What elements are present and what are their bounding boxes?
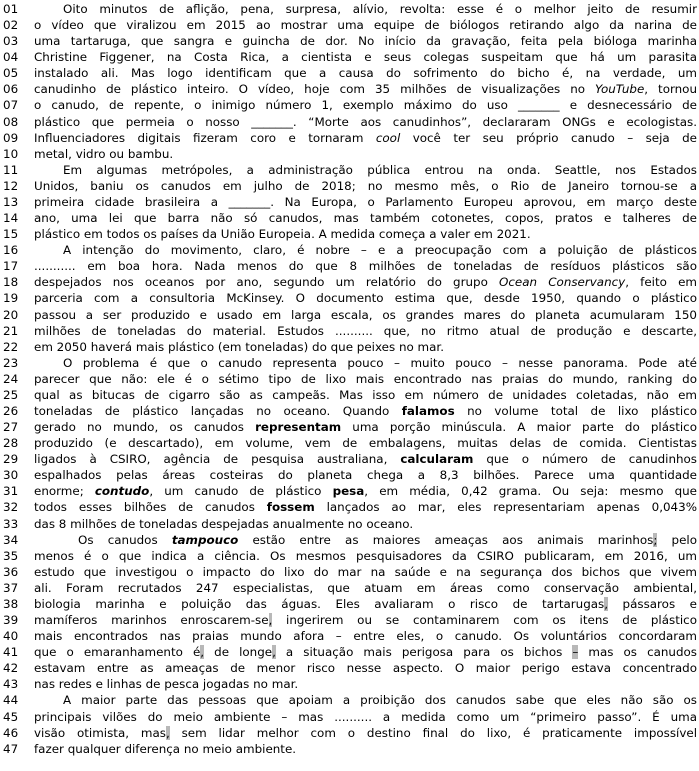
line-text (34, 419, 697, 435)
text-segment: mais encontrados nas praias mundo afora – entre eles, o canudo. Os voluntários concordaram (34, 629, 697, 644)
line-number: 16 (3, 243, 19, 258)
text-line (0, 290, 699, 306)
line-text (34, 435, 697, 451)
line-number: 38 (3, 596, 19, 611)
text-segment: que o número de canudinhos (473, 452, 697, 467)
text-segment: fazer qualquer diferença no meio ambiente. (34, 741, 297, 756)
text-segment: das 8 milhões de toneladas despejadas anualmente no oceano. (34, 516, 414, 531)
line-number: 14 (3, 211, 19, 226)
text-segment: Unidos, baniu os canudos em julho de 2018; no mesmo mês, o Rio de Janeiro tornou-se a (34, 178, 697, 193)
emphasized-word: YouTube (595, 82, 645, 97)
text-segment: pelo (657, 532, 697, 547)
text-line (0, 323, 699, 339)
line-text (34, 323, 697, 339)
text-line (0, 596, 699, 612)
text-line (0, 419, 699, 435)
text-line (0, 387, 699, 403)
text-line (0, 692, 699, 708)
line-text (34, 612, 697, 628)
text-line (0, 162, 699, 178)
line-number: 35 (3, 548, 19, 563)
text-segment: uma porção minúscula. A maior parte do plástico (341, 420, 697, 435)
emphasized-word: calcularam (400, 452, 474, 467)
line-number: 28 (3, 436, 19, 451)
line-number: 09 (3, 130, 19, 145)
text-line (0, 644, 699, 660)
text-segment: lançados ao mar, eles representariam apenas 0,043% (314, 500, 697, 515)
highlighted-punctuation: ; (653, 532, 658, 547)
line-text (34, 339, 697, 355)
line-number: 37 (3, 580, 19, 595)
line-number: 13 (3, 194, 19, 209)
text-line (0, 226, 699, 242)
text-segment: , feito em (625, 275, 697, 290)
text-line (0, 1, 699, 17)
line-text (34, 307, 697, 323)
text-segment: todos esses bilhões de canudos (34, 500, 267, 515)
highlighted-punctuation: , (165, 725, 170, 740)
text-segment: ali. Foram recrutados 247 especialistas, que atuam em áreas como conservação ambiental, (34, 580, 697, 595)
line-number: 21 (3, 323, 19, 338)
line-number: 17 (3, 259, 19, 274)
line-number: 01 (3, 2, 19, 16)
text-line (0, 81, 699, 97)
line-number: 03 (3, 34, 19, 49)
line-text (34, 97, 697, 113)
line-number: 04 (3, 50, 19, 65)
text-segment: mamíferos marinhos enroscarem-se (34, 613, 269, 628)
text-segment: parecer que não: ele é o sétimo tipo de lixo mais encontrado nas praias do mundo, ranking do (34, 371, 697, 386)
text-segment: O problema é que o canudo representa pouco – muito pouco – nesse panorama. Pode até (63, 355, 697, 370)
line-text (34, 49, 697, 65)
text-line (0, 307, 699, 323)
text-segment: parceria com a consultoria McKinsey. O documento estima que, desde 1950, quando o plástico (34, 291, 697, 306)
line-number: 33 (3, 516, 19, 531)
text-segment: milhões de toneladas do material. Estudos .......... que, no ritmo atual de produção e descarte, (34, 323, 697, 338)
line-text (34, 146, 697, 162)
line-text (34, 741, 697, 757)
text-line (0, 33, 699, 49)
emphasized-word: Ocean Conservancy (499, 275, 626, 290)
line-number: 08 (3, 114, 19, 129)
text-segment: qual as bitucas de cigarro são as campeãs. Mas isso em número de unidades coletadas, não em (34, 387, 697, 402)
text-segment: A intenção do movimento, claro, é nobre – e a preocupação com a poluição de plásticos (63, 243, 697, 258)
text-segment: ingerirem ou se contaminarem com os itens de plástico (272, 613, 697, 628)
line-number: 30 (3, 468, 19, 483)
line-number: 31 (3, 484, 19, 499)
line-text (34, 467, 697, 483)
text-line (0, 371, 699, 387)
line-text (34, 709, 697, 725)
text-line (0, 467, 699, 483)
text-segment: o canudo, de repente, o inimigo número 1, exemplo máximo do uso _______ e desnecessário de (34, 98, 697, 113)
text-line (0, 435, 699, 451)
line-text (34, 580, 697, 596)
text-segment: , um canudo de plástico (149, 484, 333, 499)
line-number: 45 (3, 709, 19, 724)
text-segment: pássaros e (608, 596, 697, 611)
emphasized-word: fossem (266, 500, 315, 515)
text-segment: Os canudos (78, 532, 172, 547)
line-text (34, 725, 697, 741)
line-number: 39 (3, 613, 19, 628)
line-text (34, 242, 697, 258)
text-segment: toneladas de plástico lançadas no oceano. Quando (34, 404, 402, 418)
line-number: 47 (3, 741, 19, 756)
text-line (0, 130, 699, 146)
emphasized-word: tampouco (171, 532, 239, 547)
text-segment: , em média, 0,42 grama. Ou seja: mesmo que (364, 484, 697, 499)
text-line (0, 339, 699, 355)
text-segment: Influenciadores digitais fizeram coro e tornaram (34, 130, 376, 145)
text-segment: a situação mais perigosa para os bichos (275, 645, 573, 660)
line-number: 02 (3, 18, 19, 33)
line-text (34, 33, 697, 49)
text-line (0, 178, 699, 194)
text-segment: você ter seu próprio canudo – seja de (400, 130, 697, 145)
text-line (0, 548, 699, 564)
text-segment: A maior parte das pessoas que apoiam a proibição dos canudos sabe que eles não são os (63, 693, 697, 708)
text-segment: biologia marinha e poluição das águas. Eles avaliaram o risco de tartarugas (34, 596, 605, 611)
text-segment: espalhados pelas áreas costeiras do planeta chega a 8,3 bilhões. Parece uma quantidade (34, 468, 697, 483)
highlighted-punctuation: , (272, 645, 276, 660)
text-line (0, 242, 699, 258)
text-segment: despejados nos oceanos por ano, segundo um relatório do grupo (34, 275, 500, 290)
line-number: 12 (3, 178, 19, 193)
line-number: 19 (3, 291, 19, 306)
line-number: 06 (3, 82, 19, 97)
line-number: 41 (3, 645, 19, 660)
line-text (34, 194, 697, 210)
line-number: 20 (3, 307, 19, 322)
text-segment: estão entre as maiores ameaças aos animais marinhos (238, 532, 654, 547)
line-text (34, 644, 697, 660)
text-segment: plástico em todos os países da União Europeia. A medida começa a valer em 2021. (34, 227, 531, 242)
text-segment: ligados à CSIRO, agência de pesquisa australiana, (34, 452, 401, 467)
line-text (34, 81, 697, 97)
highlighted-punctuation: – (572, 645, 579, 660)
line-number: 44 (3, 693, 19, 708)
text-line (0, 146, 699, 162)
text-segment: Em algumas metrópoles, a administração pública entrou na onda. Seattle, nos Estados (63, 162, 697, 177)
line-number: 05 (3, 66, 19, 81)
line-text (34, 403, 697, 419)
text-line (0, 403, 699, 419)
text-segment: que o emaranhamento é (34, 645, 201, 660)
line-text (34, 274, 697, 290)
line-number: 26 (3, 404, 19, 418)
line-number: 40 (3, 629, 19, 644)
text-line (0, 274, 699, 290)
emphasized-word: falamos (401, 404, 455, 418)
text-line (0, 612, 699, 628)
text-line (0, 483, 699, 499)
text-segment: metal, vidro ou bambu. (34, 146, 174, 161)
line-number: 10 (3, 146, 19, 161)
line-number: 18 (3, 275, 19, 290)
line-text (34, 564, 697, 580)
line-text (34, 371, 697, 387)
emphasized-word: representam (255, 420, 342, 435)
line-text (34, 596, 697, 612)
line-text (34, 548, 697, 564)
text-segment: principais vilões do meio ambiente – mas .......... a medida como um “primeiro passo”. É uma (34, 709, 697, 724)
line-text (34, 290, 697, 306)
line-text (34, 628, 697, 644)
text-segment: de longe (204, 645, 273, 660)
text-line (0, 532, 699, 548)
text-segment: o vídeo que viralizou em 2015 ao mostrar uma equipe de biólogos retirando algo da narina de (34, 18, 697, 33)
line-number: 46 (3, 725, 19, 740)
line-text (34, 258, 697, 274)
line-number: 25 (3, 387, 19, 402)
line-text (34, 451, 697, 467)
line-text (34, 516, 697, 532)
text-line (0, 210, 699, 226)
text-line (0, 451, 699, 467)
text-segment: estavam entre as ameaças de menor risco nesse aspecto. O maior perigo estava concentrado (34, 661, 697, 676)
highlighted-punctuation: , (268, 613, 273, 628)
line-text (34, 17, 697, 33)
text-line (0, 499, 699, 515)
text-segment: enorme; (34, 484, 95, 499)
text-line (0, 114, 699, 130)
highlighted-punctuation: , (604, 596, 609, 611)
line-number: 34 (3, 532, 19, 547)
line-text (34, 210, 697, 226)
line-text (34, 532, 697, 548)
text-segment: estudo que investigou o impacto do lixo do mar na saúde e na segurança dos bichos que vivem (34, 564, 697, 579)
text-segment: mas os canudos (578, 645, 697, 660)
line-number: 29 (3, 452, 19, 467)
line-text (34, 660, 697, 676)
text-line (0, 49, 699, 65)
text-segment: , tornou (644, 82, 697, 97)
text-line (0, 709, 699, 725)
text-segment: em 2050 haverá mais plástico (em toneladas) do que peixes no mar. (34, 339, 444, 354)
text-line (0, 725, 699, 741)
line-number: 42 (3, 661, 19, 676)
text-segment: sem lidar melhor com o destino final do lixo, é praticamente impossível (169, 725, 697, 740)
text-segment: nas redes e linhas de pesca jogadas no mar. (34, 677, 299, 692)
line-number: 11 (3, 162, 19, 177)
emphasized-word: contudo (94, 484, 150, 499)
text-segment: passou a ser produzido e usado em larga escala, os grandes mares do planeta acumularam 150 (34, 307, 697, 322)
text-line (0, 564, 699, 580)
highlighted-punctuation: , (200, 645, 205, 660)
line-text (34, 1, 697, 17)
text-segment: Oito minutos de aflição, pena, surpresa, alívio, revolta: esse é o melhor jeito de resumir (63, 2, 697, 16)
text-line (0, 660, 699, 676)
line-number: 27 (3, 420, 19, 435)
line-number: 23 (3, 355, 19, 370)
emphasized-word: cool (375, 130, 401, 145)
text-segment: uma tartaruga, que sangra e guincha de dor. No início da gravação, feita pela bióloga marinha (34, 34, 697, 49)
line-number: 36 (3, 564, 19, 579)
line-text (34, 692, 697, 708)
line-number: 43 (3, 677, 19, 692)
line-text (34, 178, 697, 194)
text-segment: instalado ali. Mas logo identificam que a causa do sofrimento do bicho é, na verdade, um (34, 66, 697, 81)
line-text (34, 162, 697, 178)
line-text (34, 483, 697, 499)
line-number: 07 (3, 98, 19, 113)
line-number: 32 (3, 500, 19, 515)
emphasized-word: pesa (332, 484, 365, 499)
line-number: 22 (3, 339, 19, 354)
text-segment: plástico que permeia o nosso _______. “Morte aos canudinhos”, declararam ONGs e ecologistas. (34, 114, 697, 129)
line-number: 24 (3, 371, 19, 386)
text-segment: produzido (e descartado), em volume, vem de embalagens, muitas delas de comida. Cientistas (34, 436, 697, 451)
text-line (0, 194, 699, 210)
line-text (34, 226, 697, 242)
text-line (0, 97, 699, 113)
text-segment: primeira cidade brasileira a _______. Na Europa, o Parlamento Europeu aprovou, em março deste (34, 194, 697, 209)
text-line (0, 580, 699, 596)
text-segment: ano, uma lei que barra não só canudos, mas também cotonetes, copos, pratos e talheres de (34, 211, 697, 226)
text-segment: no volume total de lixo plástico (454, 404, 698, 418)
text-line (0, 741, 699, 757)
text-line (0, 65, 699, 81)
text-segment: ........... em boa hora. Nada menos do que 8 milhões de toneladas de resíduos plásticos são (34, 259, 697, 274)
line-text (34, 355, 697, 371)
text-segment: menos é o que indica a ciência. Os mesmos pesquisadores da CSIRO publicaram, em 2016, um (34, 548, 697, 563)
line-text (34, 387, 697, 403)
line-text (34, 114, 697, 130)
line-text (34, 65, 697, 81)
text-line (0, 676, 699, 692)
text-segment: canudinho de plástico inteiro. O vídeo, hoje com 35 milhões de visualizações no (34, 82, 596, 97)
line-text (34, 130, 697, 146)
text-line (0, 17, 699, 33)
line-text (34, 499, 697, 515)
text-line (0, 258, 699, 274)
text-line (0, 355, 699, 371)
text-segment: Christine Figgener, na Costa Rica, a cientista e seus colegas suspeitam que há um parasita (34, 50, 697, 65)
text-line (0, 516, 699, 532)
line-number: 15 (3, 227, 19, 242)
text-segment: gerado no mundo, os canudos (34, 420, 256, 435)
text-segment: visão otimista, mas (34, 725, 166, 740)
line-text (34, 676, 697, 692)
text-line (0, 628, 699, 644)
